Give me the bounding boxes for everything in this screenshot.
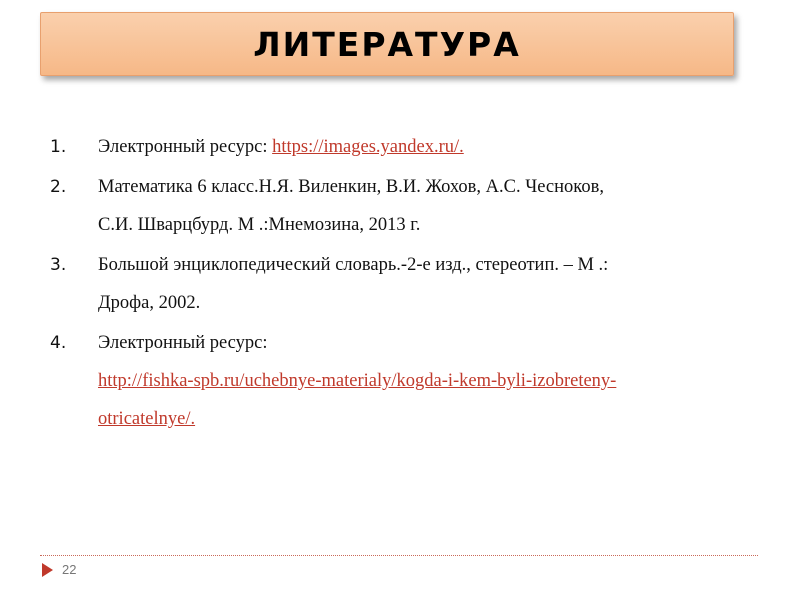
reference-link-line-1 [98, 362, 750, 400]
reference-item-3 [50, 246, 750, 322]
reference-text: Электронный ресурс: [98, 137, 273, 157]
reference-item-2 [50, 168, 750, 244]
slide-title: ЛИТЕРАТУРА [253, 24, 521, 64]
reference-number: 4. [50, 333, 67, 353]
reference-link-line-2 [98, 400, 750, 438]
reference-number: 2. [50, 177, 67, 197]
reference-line [98, 128, 750, 166]
reference-list [50, 128, 750, 440]
reference-link[interactable]: http://fishka-spb.ru/uchebnye-materialy/kogda-i-kem-byli-izobreteny- [98, 371, 617, 391]
reference-number: 3. [50, 255, 67, 275]
arrow-right-icon [42, 563, 53, 577]
reference-number: 1. [50, 137, 67, 157]
title-bar [40, 12, 734, 76]
reference-text-line-2: С.И. Шварцбурд. М .:Мнемозина, 2013 г. [98, 215, 421, 235]
reference-item-4 [50, 324, 750, 438]
reference-text-line-1: Большой энциклопедический словарь.-2-е изд., стереотип. – М .: [98, 255, 609, 275]
reference-link[interactable]: https://images.yandex.ru/. [272, 137, 464, 157]
reference-item-1 [50, 128, 750, 166]
reference-text-line-2: Дрофа, 2002. [98, 293, 201, 313]
footer-divider [40, 555, 758, 556]
page-number: 22 [62, 562, 77, 577]
reference-link[interactable]: otricatelnye/. [98, 409, 196, 429]
reference-text: Электронный ресурс: [98, 333, 268, 353]
reference-text-line-1: Математика 6 класс.Н.Я. Виленкин, В.И. Жохов, А.С. Чесноков, [98, 177, 604, 197]
